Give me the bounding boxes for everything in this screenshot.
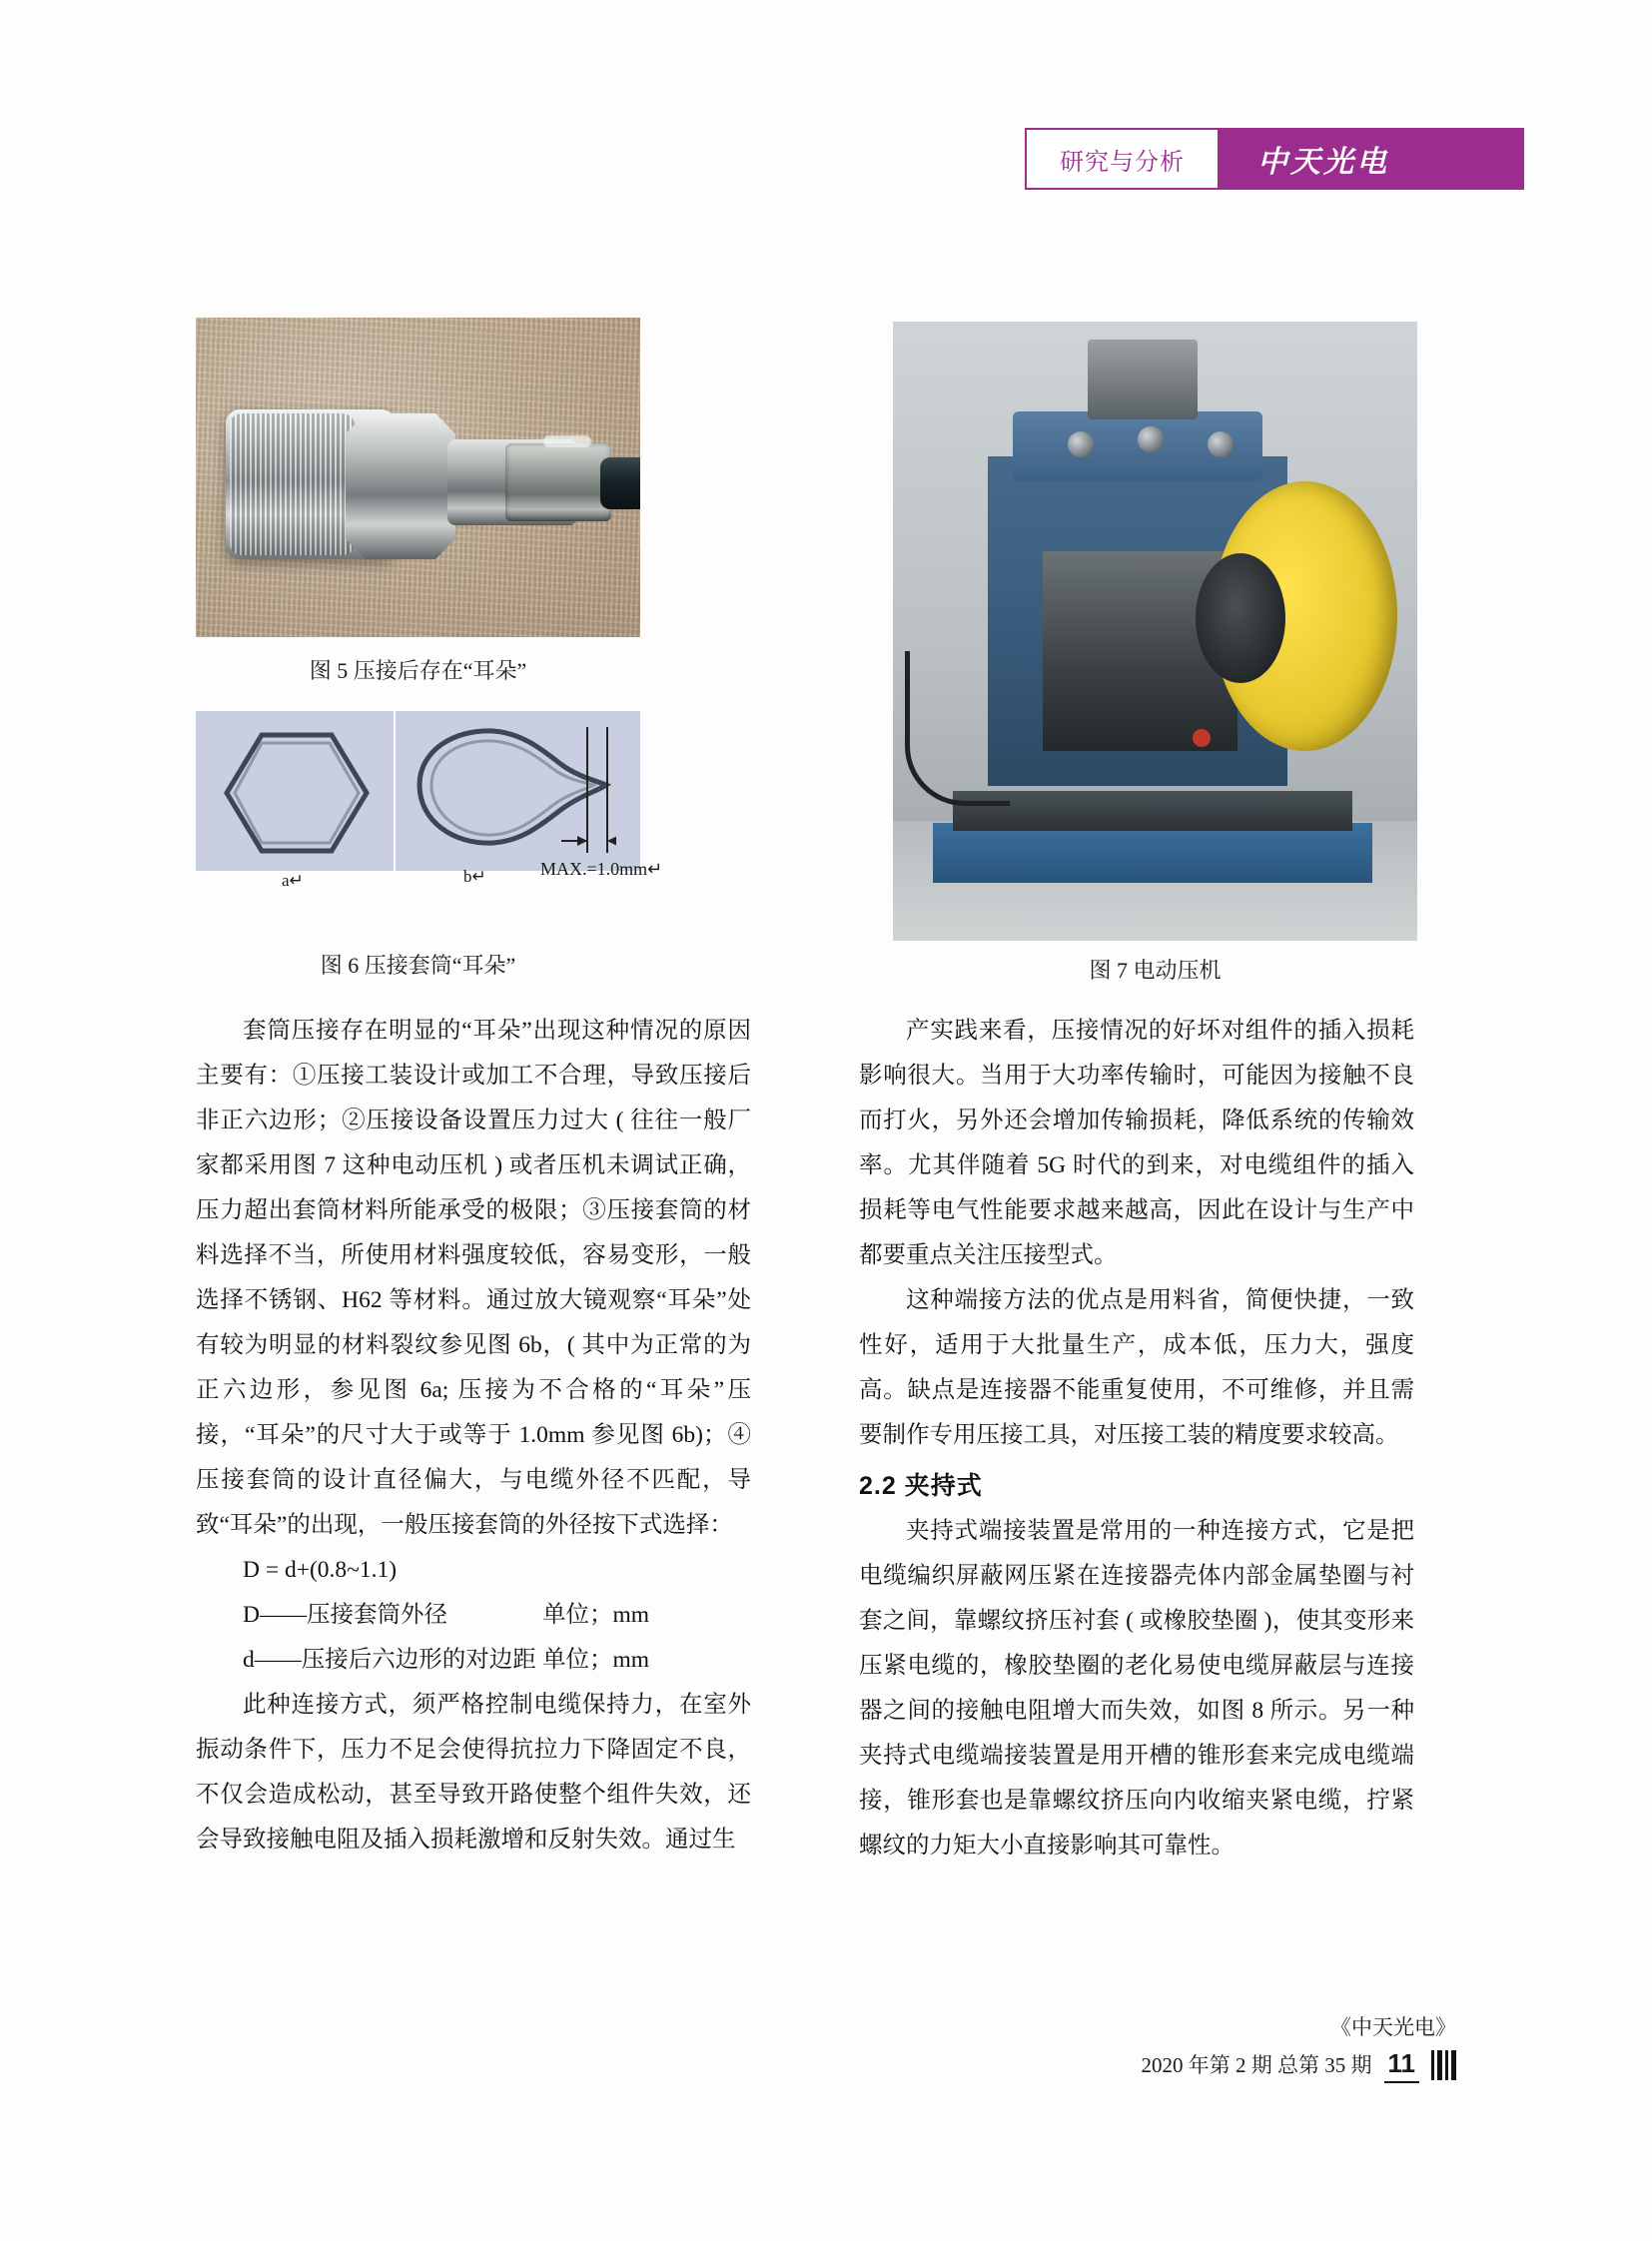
figure-5-caption: 图 5 压接后存在“耳朵” <box>309 658 527 683</box>
footer-issue-line <box>1142 2046 1457 2083</box>
figure-7-caption: 图 7 电动压机 <box>1089 958 1222 983</box>
figure-6-label-max: MAX.=1.0mm↵ <box>540 859 663 879</box>
paragraph: 此种连接方式，须严格控制电缆保持力，在室外振动条件下，压力不足会使得抗拉力下降固定不良，不仅会造成松动，甚至导致开路使整个组件失效，还会导致接触电阻及插入损耗激增和反射失效。通过生 <box>196 1692 751 1853</box>
definition-unit: 单位；mm <box>542 1602 650 1628</box>
definition-term: D——压接套筒外径 <box>243 1602 447 1628</box>
formula: D = d+(0.8~1.1) <box>243 1557 398 1583</box>
barcode-decoration-icon <box>1431 2050 1456 2080</box>
hex-nut <box>346 413 455 559</box>
journal-name: 《中天光电》 <box>1330 2015 1456 2039</box>
coaxial-cable <box>600 457 640 509</box>
issue-info: 2020 年第 2 期 总第 35 期 <box>1141 2052 1372 2077</box>
paragraph: 夹持式端接装置是常用的一种连接方式，它是把电缆编织屏蔽网压紧在连接器壳体内部金属垫圈与衬套之间，靠螺纹挤压衬套 ( 或橡胶垫圈 )，使其变形来压紧电缆的，橡胶垫圈的老化易使电缆屏蔽层与连接器之间的接触电阻增大而失效，如图 8 所示。另一种夹持式电缆端接装置是用开槽的锥形套来完成电缆端接，锥形套也是靠螺纹挤压向内收缩夹紧电缆，拧紧螺纹的力矩大小直接影响其可靠性。 <box>859 1518 1414 1859</box>
paragraph: 产实践来看，压接情况的好坏对组件的插入损耗影响很大。当用于大功率传输时，可能因为接触不良而打火，另外还会增加传输损耗，降低系统的传输效率。尤其伴随着 5G 时代的到来，对电缆组件的插入损耗等电气性能要求越来越高，因此在设计与生产中都要重点关注压接型式。 <box>859 1018 1414 1268</box>
left-text-column <box>196 1009 751 1863</box>
paragraph: 这种端接方法的优点是用料省，简便快捷，一致性好，适用于大批量生产，成本低，压力大，强度高。缺点是连接器不能重复使用，不可维修，并且需要制作专用压接工具，对压接工装的精度要求较高。 <box>859 1287 1414 1448</box>
figure-6-image <box>196 711 663 901</box>
section-heading: 2.2 夹持式 <box>859 1472 983 1500</box>
brand-title: 中天光电 <box>1257 146 1389 179</box>
red-indicator-icon <box>1193 729 1211 747</box>
section-label-box <box>1025 128 1220 190</box>
knurled-nut-texture <box>230 413 355 555</box>
machine-base-frame <box>953 791 1352 831</box>
paragraph: 套筒压接存在明显的“耳朵”出现这种情况的原因主要有：①压接工装设计或加工不合理，导致压接后非正六边形；②压接设备设置压力过大 ( 往往一般厂家都采用图 7 这种电动压机 ) 或者压机未调试正确，压力超出套筒材料所能承受的极限；③压接套筒的材料选择不当，所使用材料强度较低，容易变形，一般选择不锈钢、H62 等材料。通过放大镜观察“耳朵”处有较为明显的材料裂纹参见图 6b，( 其中为正常的为正六边形，参见图 6a; 压接为不合格的“耳朵”压接，“耳朵”的尺寸大于或等于 1.0mm 参见图 6b)；④压接套筒的设计直径偏大，与电缆外径不匹配，导致“耳朵”的出现，一般压接套筒的外径按下式选择： <box>196 1018 751 1538</box>
definition-row <box>196 1593 751 1638</box>
right-text-column <box>859 1009 1414 1868</box>
figure-6-label-b: b↵ <box>463 867 486 886</box>
definition-row <box>196 1638 751 1683</box>
definition-unit: 单位；mm <box>542 1647 650 1673</box>
figure-5-image <box>196 318 640 637</box>
bolt-icon <box>1138 426 1164 452</box>
brand-box <box>1220 128 1524 190</box>
page-number: 11 <box>1384 2046 1420 2083</box>
page-footer <box>1142 2010 1457 2083</box>
bolt-icon <box>1208 431 1234 457</box>
flywheel-hub <box>1196 553 1285 683</box>
figure-7-image <box>893 322 1417 941</box>
hexagon-outline-icon <box>222 729 372 859</box>
deformed-ear-outline-icon <box>402 723 616 858</box>
power-cable <box>905 651 1010 806</box>
crimped-sleeve <box>505 443 611 521</box>
figure-6-label-a: a↵ <box>282 871 304 890</box>
machine-base-plate <box>933 823 1372 883</box>
section-label: 研究与分析 <box>1060 148 1185 176</box>
machine-press-arm <box>1088 340 1198 419</box>
definition-term: d——压接后六边形的对边距 <box>243 1647 536 1673</box>
page-header <box>1025 128 1524 190</box>
bolt-icon <box>1068 431 1094 457</box>
figure-6-caption: 图 6 压接套筒“耳朵” <box>320 953 516 978</box>
crimp-ear-defect <box>543 435 591 447</box>
